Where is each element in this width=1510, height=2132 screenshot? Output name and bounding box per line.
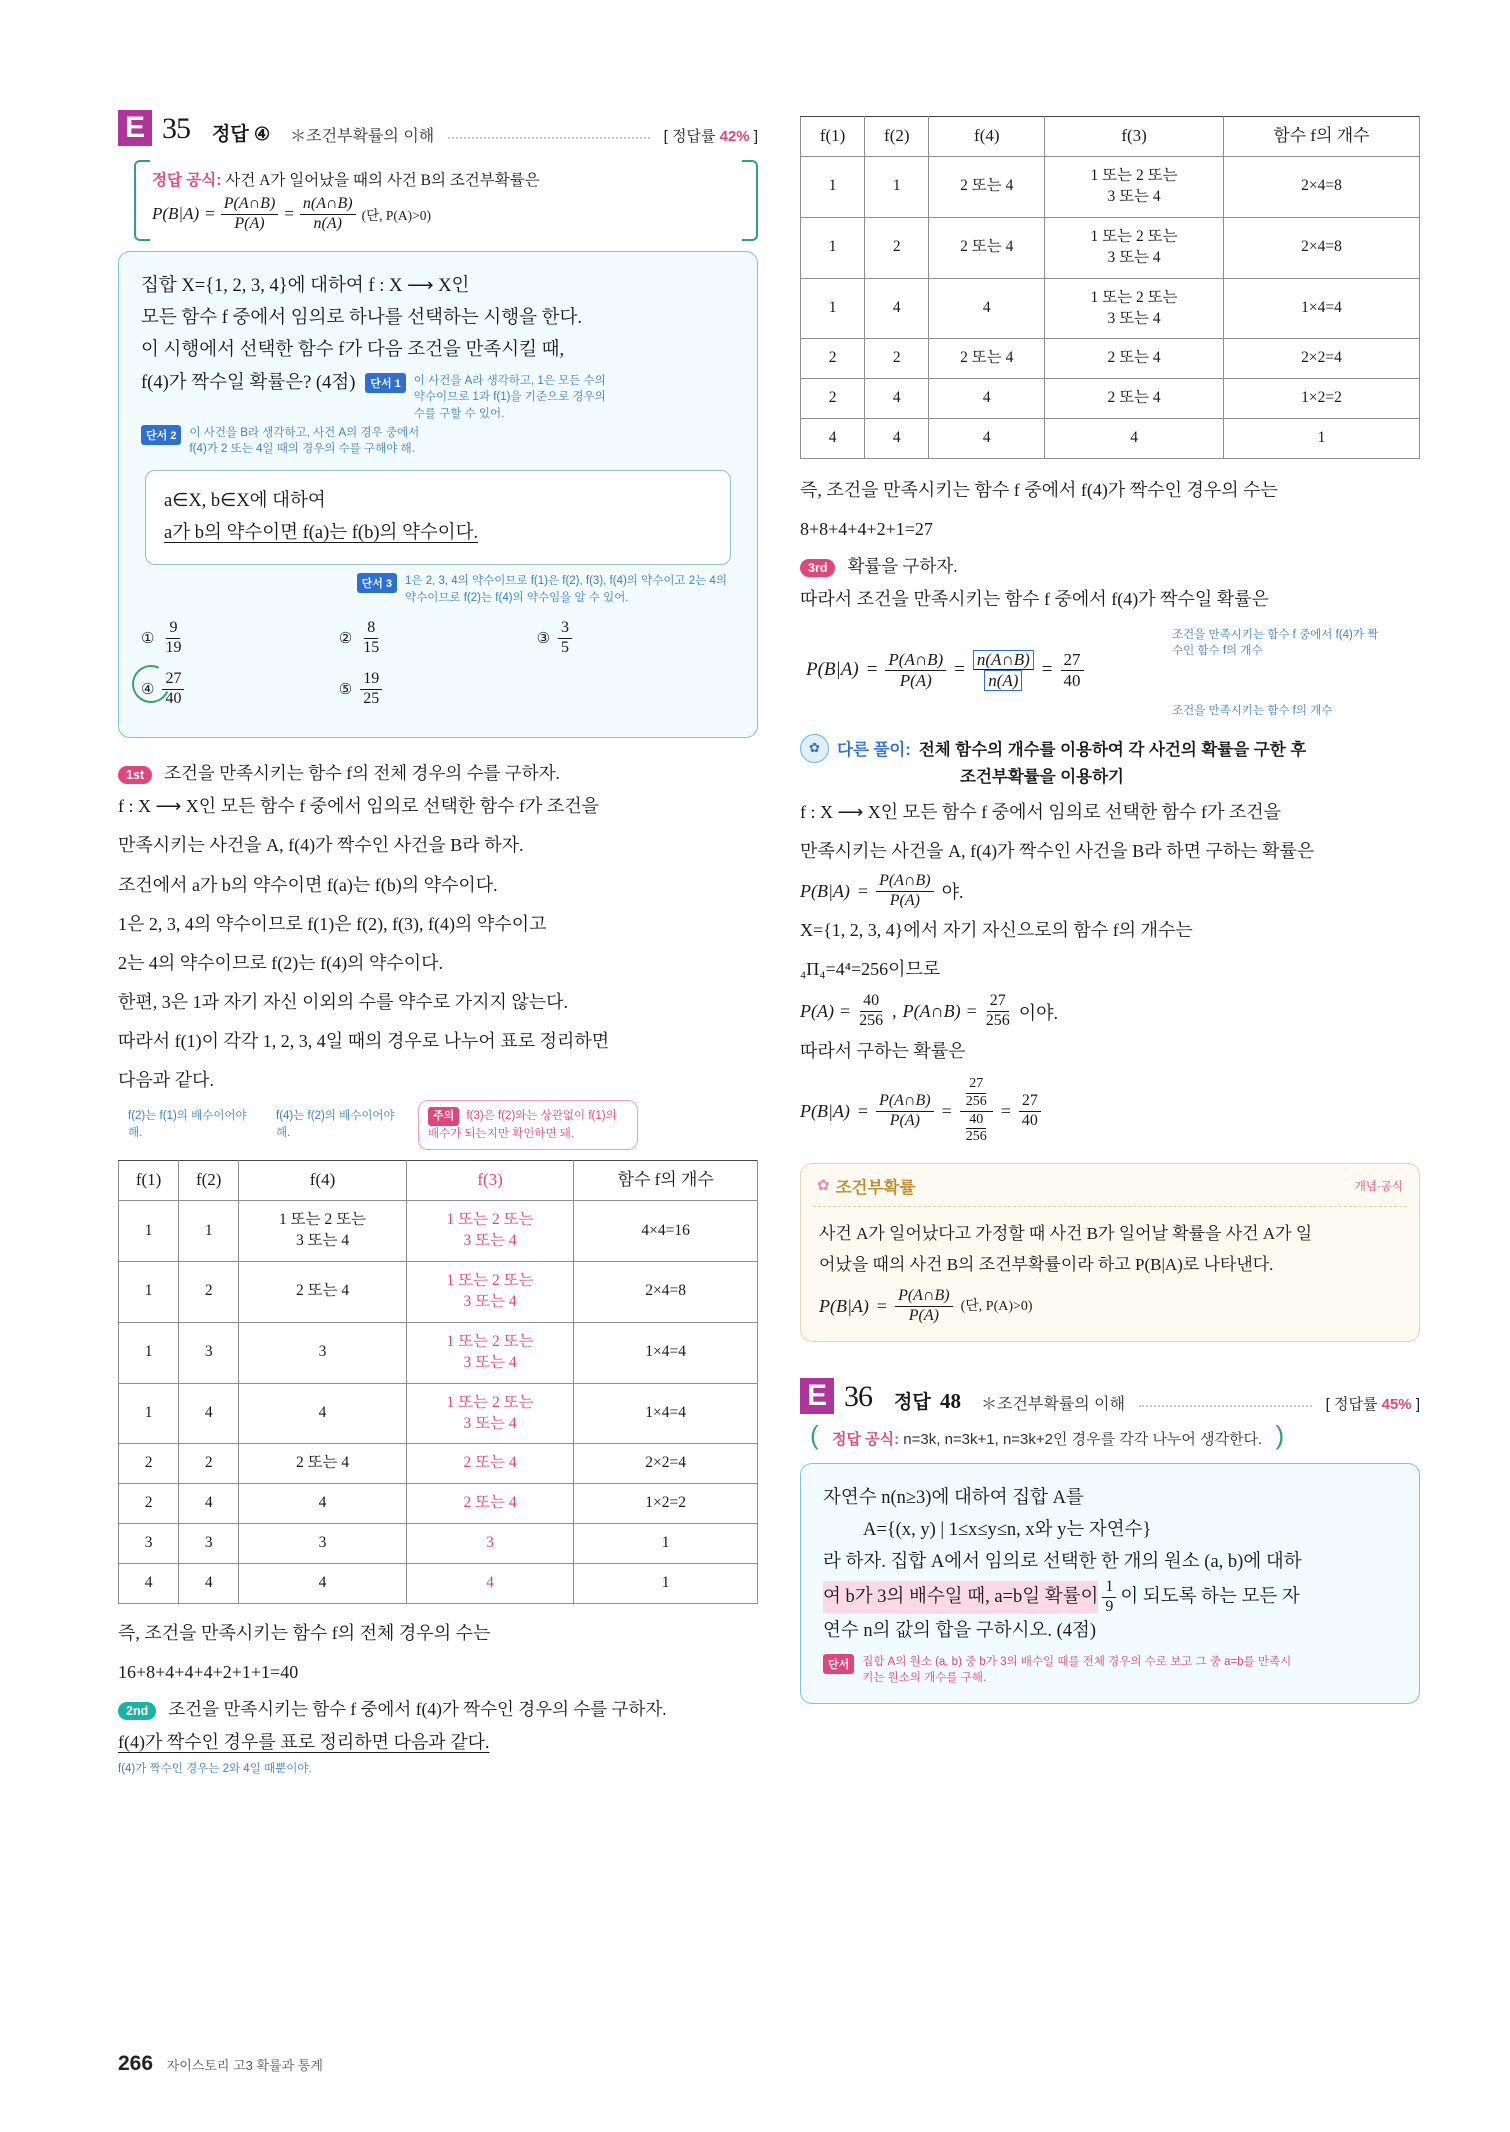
choice-1-numer: 9 bbox=[166, 620, 180, 639]
step-3-badge: 3rd bbox=[800, 559, 835, 577]
other-line-5: ₄Π₄=4⁴=256이므로 bbox=[800, 959, 941, 980]
problem-topic: ＊조건부확률의 이해 bbox=[981, 1395, 1126, 1413]
step-2-text: 조건을 만족시키는 함수 f 중에서 f(4)가 짝수인 경우의 수를 구하자. bbox=[168, 1699, 667, 1720]
q36-line-5: 연수 n의 값의 합을 구하시오. (4점) bbox=[823, 1621, 1097, 1642]
formula-title: 정답 공식: bbox=[152, 172, 222, 189]
other-solution-label: 다른 풀이: bbox=[837, 741, 911, 760]
other-line-3: P(B|A) = $\frac{P(A\cap B)}{P(A)}$ 야. bbox=[800, 871, 964, 909]
step-1-row bbox=[118, 760, 758, 785]
concept-formula: P(B|A) = $\frac{P(A\cap B)}{P(A)}$ (단, P(A)>0) bbox=[819, 1287, 1033, 1324]
table-cell: 2 bbox=[179, 1261, 239, 1322]
table-cell: 2 bbox=[119, 1444, 179, 1484]
choice-4[interactable] bbox=[141, 671, 339, 708]
solution-line-3: 조건에서 a가 b의 약수이면 f(a)는 f(b)의 약수이다. bbox=[118, 874, 498, 895]
choice-5-number: ⑤ bbox=[338, 681, 353, 698]
question-line-4: f(4)가 짝수일 확률은? (4점) bbox=[141, 372, 356, 393]
choice-3-number: ③ bbox=[536, 630, 551, 647]
table1-header-0: f(1) bbox=[119, 1161, 179, 1201]
table-cell: 2 또는 4 bbox=[929, 156, 1045, 217]
table-cell: 3 bbox=[119, 1524, 179, 1564]
step-2-note: f(4)가 짝수인 경우는 2와 4일 때뿐이야. bbox=[118, 1763, 312, 1776]
table-cell: 1 bbox=[119, 1322, 179, 1383]
table-cell: 1×4=4 bbox=[574, 1383, 758, 1444]
table-cell: 1 bbox=[179, 1201, 239, 1262]
caution-tag: 주의 bbox=[428, 1107, 459, 1126]
answer-label bbox=[894, 1387, 961, 1414]
table-cell: 1 bbox=[119, 1383, 179, 1444]
question-box-35 bbox=[118, 251, 758, 739]
table-cell: 2×2=4 bbox=[1223, 339, 1419, 379]
rate-suffix: ] bbox=[749, 128, 758, 145]
table-cell: 1 또는 2 또는 3 또는 4 bbox=[406, 1201, 574, 1262]
concept-box bbox=[800, 1163, 1420, 1342]
choice-2-denom: 15 bbox=[363, 638, 380, 656]
other-line-6: P(A) = $\frac{40}{256}$ , P(A∩B) = $\frac{27}{256}$ 이야. bbox=[800, 992, 1059, 1030]
step-1-badge: 1st bbox=[118, 766, 152, 784]
table2-sum-line-1: 즉, 조건을 만족시키는 함수 f 중에서 f(4)가 짝수인 경우의 수는 bbox=[800, 480, 1278, 501]
choice-1-denom: 19 bbox=[165, 638, 182, 656]
table-cell: 3 bbox=[239, 1524, 407, 1564]
probability-equation: P(B|A) = $\frac{P(A\cap B)}{P(A)}$ = $\frac{n(A\cap B)}{n(A)}$ = $\frac{27}{40}$ 조건을 만족시키는 함수 f 중에서 f(4)가 짝수인 함수 f의 개수 조건을 만족시키는 함수 f의 개수 bbox=[800, 628, 1420, 724]
table-cell: 2 bbox=[179, 1444, 239, 1484]
table-cell: 1 또는 2 또는 3 또는 4 bbox=[239, 1201, 407, 1262]
table-cell: 4 bbox=[1045, 419, 1224, 459]
table1-header-4: 함수 f의 개수 bbox=[574, 1161, 758, 1201]
problem-35-header bbox=[118, 110, 758, 146]
answer-formula-box bbox=[134, 160, 758, 241]
table-cell: 1×2=2 bbox=[1223, 379, 1419, 419]
choice-1-number: ① bbox=[141, 630, 155, 647]
choice-4-numer: 27 bbox=[162, 671, 184, 690]
other-line-7: 따라서 구하는 확률은 bbox=[800, 1041, 966, 1062]
hint-text-3: 1은 2, 3, 4의 약수이므로 f(1)은 f(2), f(3), f(4)의 약수이고 2는 4의 약수이므로 f(2)는 f(4)의 약수임을 알 수 있어. bbox=[405, 574, 727, 604]
table-cell: 1 bbox=[574, 1564, 758, 1604]
table2-sum-line-2: 8+8+4+4+2+1=27 bbox=[800, 519, 933, 540]
note-f2-multiple: f(2)는 f(1)의 배수이어야 해. bbox=[128, 1110, 247, 1139]
table-cell: 2×4=8 bbox=[1223, 217, 1419, 278]
q36-line-3 bbox=[823, 1546, 1397, 1578]
table-cell: 2×4=8 bbox=[1223, 156, 1419, 217]
table-row bbox=[801, 419, 1420, 459]
hint-tag-1: 단서 1 bbox=[365, 373, 405, 393]
correct-rate bbox=[664, 125, 758, 146]
other-line-1: f : X ⟶ X인 모든 함수 f 중에서 임의로 선택한 함수 f가 조건을 bbox=[800, 801, 1282, 822]
table-cell: 1×4=4 bbox=[574, 1322, 758, 1383]
table-cell: 4 bbox=[865, 419, 929, 459]
question-line-1: 집합 X={1, 2, 3, 4}에 대하여 f : X ⟶ X인 bbox=[141, 275, 470, 296]
solution-line-2: 만족시키는 사건을 A, f(4)가 짝수인 사건을 B라 하자. bbox=[118, 835, 524, 856]
problem-36-header bbox=[800, 1378, 1420, 1414]
right-column bbox=[800, 110, 1420, 1704]
table1-sum-line-2: 16+8+4+4+4+2+1+1=40 bbox=[118, 1662, 299, 1683]
table-cell: 1×4=4 bbox=[1223, 278, 1419, 339]
table-cell: 1 또는 2 또는 3 또는 4 bbox=[1045, 156, 1224, 217]
table-cell: 1×2=2 bbox=[574, 1484, 758, 1524]
table-cell: 1 bbox=[865, 156, 929, 217]
table1-header-3: f(3) bbox=[406, 1161, 574, 1201]
table-row bbox=[119, 1201, 758, 1262]
table-cell: 3 bbox=[179, 1524, 239, 1564]
hint-tag-3: 단서 3 bbox=[357, 573, 397, 593]
table-cell: 4 bbox=[865, 379, 929, 419]
table-cell: 2 bbox=[119, 1484, 179, 1524]
table-cell: 3 bbox=[239, 1322, 407, 1383]
solution-line-8: 다음과 같다. bbox=[118, 1070, 214, 1091]
choice-4-denom: 40 bbox=[165, 689, 182, 707]
table-cell: 2 또는 4 bbox=[406, 1484, 574, 1524]
q36-line-2: A={(x, y) | 1≤x≤y≤n, x와 y는 자연수} bbox=[863, 1520, 1152, 1541]
choice-2-numer: 8 bbox=[364, 620, 378, 639]
table-cell: 1 bbox=[801, 156, 865, 217]
table-cell: 1 bbox=[801, 278, 865, 339]
problem36-formula bbox=[806, 1424, 1288, 1453]
flower-icon: ✿ bbox=[817, 1178, 830, 1195]
table1-header-2: f(4) bbox=[239, 1161, 407, 1201]
table-row bbox=[801, 278, 1420, 339]
other-solution-title-2: 조건부확률을 이용하기 bbox=[960, 767, 1124, 786]
table1-sum-line-1: 즉, 조건을 만족시키는 함수 f의 전체 경우의 수는 bbox=[118, 1623, 491, 1644]
problem-badge: E bbox=[118, 110, 152, 146]
other-solution-title: 전체 함수의 개수를 이용하여 각 사건의 확률을 구한 후 bbox=[918, 741, 1307, 760]
table-cell: 1 또는 2 또는 3 또는 4 bbox=[406, 1261, 574, 1322]
problem-badge: E bbox=[800, 1378, 834, 1414]
q36-line-3-text: 라 하자. 집합 A에서 임의로 선택한 한 개의 원소 (a, b)에 대하 bbox=[823, 1552, 1302, 1573]
solution-line-5: 2는 4의 약수이므로 f(2)는 f(4)의 약수이다. bbox=[118, 952, 444, 973]
choice-5-numer: 19 bbox=[360, 671, 382, 690]
table-row bbox=[119, 1564, 758, 1604]
table-cell: 2 또는 4 bbox=[929, 339, 1045, 379]
table-row bbox=[119, 1322, 758, 1383]
hint-text-2: 이 사건을 B라 생각하고, 사건 A의 경우 중에서 f(4)가 2 또는 4일 때의 경우의 수를 구해야 해. bbox=[189, 426, 420, 456]
table-cell: 1 또는 2 또는 3 또는 4 bbox=[1045, 217, 1224, 278]
condition-box bbox=[145, 470, 731, 565]
table-cell: 1 또는 2 또는 3 또는 4 bbox=[1045, 278, 1224, 339]
table-cell: 4 bbox=[179, 1484, 239, 1524]
prob-intro-line: 따라서 조건을 만족시키는 함수 f 중에서 f(4)가 짝수일 확률은 bbox=[800, 589, 1269, 610]
table-cell: 4 bbox=[929, 379, 1045, 419]
choice-2[interactable] bbox=[339, 620, 537, 657]
table-row bbox=[801, 379, 1420, 419]
table-cell: 1 bbox=[1223, 419, 1419, 459]
note-f4-multiple: f(4)는 f(2)의 배수이어야 해. bbox=[276, 1110, 395, 1139]
table-cell: 4 bbox=[179, 1564, 239, 1604]
choice-5[interactable] bbox=[339, 671, 537, 708]
table-cell: 4 bbox=[929, 278, 1045, 339]
choice-3-numer: 3 bbox=[558, 620, 572, 639]
q36-line-4: 여 b가 3의 배수일 때, a=b일 확률이 $\frac{1}{9}$ 이 되도록 하는 모든 자 bbox=[823, 1577, 1300, 1615]
correct-rate bbox=[1326, 1393, 1420, 1414]
q36-line-1: 자연수 n(n≥3)에 대하여 집합 A를 bbox=[823, 1487, 1084, 1508]
answer-value: 48 bbox=[940, 1388, 961, 1413]
table-cell: 2 bbox=[801, 339, 865, 379]
table-cell: 4 bbox=[929, 419, 1045, 459]
rate-suffix: ] bbox=[1411, 1395, 1420, 1413]
answer-label-text: 정답 bbox=[894, 1391, 931, 1413]
table-cell: 4 bbox=[239, 1564, 407, 1604]
concept-header bbox=[801, 1164, 1419, 1202]
choice-1[interactable] bbox=[141, 620, 339, 657]
choice-4-number: ④ bbox=[141, 681, 155, 698]
hint-text-1: 이 사건을 A라 생각하고, 1은 모든 수의 약수이므로 1과 f(1)을 기준으로 경우의 수를 구할 수 있어. bbox=[413, 374, 606, 421]
table-cell: 2×4=8 bbox=[574, 1261, 758, 1322]
table-cell: 2 bbox=[801, 379, 865, 419]
table-cell: 1 bbox=[119, 1201, 179, 1262]
lightbulb-icon: ✿ bbox=[800, 734, 829, 763]
problem-number: 35 bbox=[162, 112, 190, 145]
formula-math-row: P(B|A) = $\frac{P(A\cap B)}{P(A)}$ = $\frac{n(A\cap B)}{n(A)}$ (단, P(A)>0) bbox=[152, 195, 432, 232]
formula-title: 정답 공식: bbox=[832, 1430, 900, 1448]
table1-header-1: f(2) bbox=[179, 1161, 239, 1201]
table-row bbox=[119, 1484, 758, 1524]
caution-callout bbox=[418, 1100, 638, 1150]
table2-header-3: f(3) bbox=[1045, 117, 1224, 157]
table1-annotations bbox=[118, 1106, 758, 1154]
dotted-leader bbox=[448, 136, 649, 139]
step-3-row bbox=[800, 553, 1420, 578]
table-row bbox=[801, 217, 1420, 278]
answer-value: ④ bbox=[254, 124, 271, 144]
other-line-8: P(B|A) = $\frac{P(A\cap B)}{P(A)}$ = $\frac{\frac{27}{256}}{\frac{40}{256}}$ = $\frac{27}{40}$ bbox=[800, 1077, 1420, 1145]
caution-text: f(3)은 f(2)와는 상관없이 f(1)의 배수가 되는지만 확인하면 돼. bbox=[428, 1110, 617, 1140]
table-cell: 2 또는 4 bbox=[239, 1261, 407, 1322]
table-cell: 2 또는 4 bbox=[406, 1444, 574, 1484]
table-cell: 1 bbox=[119, 1261, 179, 1322]
table-cell: 1 bbox=[574, 1524, 758, 1564]
page-number: 266 bbox=[118, 2052, 154, 2075]
formula-text: 사건 A가 일어났을 때의 사건 B의 조건부확률은 bbox=[225, 172, 540, 189]
table-row bbox=[119, 1161, 758, 1201]
hint-tag-36: 단서 bbox=[823, 1654, 854, 1674]
table-row bbox=[801, 156, 1420, 217]
solution-line-4: 1은 2, 3, 4의 약수이므로 f(1)은 f(2), f(3), f(4)의 약수이고 bbox=[118, 913, 547, 934]
solution-line-7: 따라서 f(1)이 각각 1, 2, 3, 4일 때의 경우로 나누어 표로 정리하면 bbox=[118, 1030, 610, 1051]
hint-tag-2: 단서 2 bbox=[141, 425, 181, 445]
rate-prefix: [ 정답률 bbox=[1325, 1395, 1382, 1413]
table-row bbox=[119, 1444, 758, 1484]
rate-value: 42% bbox=[719, 128, 750, 145]
choice-list bbox=[141, 620, 735, 721]
page-footer bbox=[118, 2052, 323, 2076]
step-2-badge: 2nd bbox=[118, 1702, 156, 1720]
condition-line-2: a가 b의 약수이면 f(a)는 f(b)의 약수이다. bbox=[164, 523, 479, 544]
left-column bbox=[118, 110, 758, 1776]
table-cases-even bbox=[800, 116, 1420, 459]
other-line-4: X={1, 2, 3, 4}에서 자기 자신으로의 함수 f의 개수는 bbox=[800, 920, 1193, 941]
table-cell: 4 bbox=[406, 1564, 574, 1604]
question-line-2: 모든 함수 f 중에서 임의로 하나를 선택하는 시행을 한다. bbox=[141, 307, 582, 328]
table-cell: 1 또는 2 또는 3 또는 4 bbox=[406, 1322, 574, 1383]
table-cases-all bbox=[118, 1160, 758, 1604]
step-1-text: 조건을 만족시키는 함수 f의 전체 경우의 수를 구하자. bbox=[164, 763, 560, 784]
table-cell: 2 또는 4 bbox=[929, 217, 1045, 278]
table-cell: 4×4=16 bbox=[574, 1201, 758, 1262]
table-row bbox=[801, 117, 1420, 157]
hint-text-36: 집합 A의 원소 (a, b) 중 b가 3의 배수일 때를 전체 경우의 수로 보고 그 중 a=b를 만족시키는 원소의 개수를 구해. bbox=[862, 1655, 1292, 1685]
concept-line-1: 사건 A가 일어났다고 가정할 때 사건 B가 일어날 확률을 사건 A가 일 bbox=[819, 1223, 1313, 1243]
answer-label bbox=[212, 119, 270, 146]
table-cell: 4 bbox=[239, 1484, 407, 1524]
rate-prefix: [ 정답률 bbox=[663, 128, 720, 145]
table-cell: 4 bbox=[119, 1564, 179, 1604]
solution-line-6: 한편, 3은 1과 자기 자신 이외의 수를 약수로 가지지 않는다. bbox=[118, 991, 569, 1012]
table-cell: 2 bbox=[865, 217, 929, 278]
concept-body bbox=[813, 1206, 1407, 1341]
condition-line-1: a∈X, b∈X에 대하여 bbox=[164, 491, 326, 512]
table-cell: 2 또는 4 bbox=[239, 1444, 407, 1484]
table-cell: 4 bbox=[239, 1383, 407, 1444]
table-cell: 2 또는 4 bbox=[1045, 379, 1224, 419]
table-row bbox=[119, 1261, 758, 1322]
other-line-2: 만족시키는 사건을 A, f(4)가 짝수인 사건을 B라 하면 구하는 확률은 bbox=[800, 840, 1315, 861]
solution-line-1: f : X ⟶ X인 모든 함수 f 중에서 임의로 선택한 함수 f가 조건을 bbox=[118, 796, 600, 817]
table-row bbox=[119, 1383, 758, 1444]
answer-label-text: 정답 bbox=[212, 124, 249, 145]
table-cell: 3 bbox=[406, 1524, 574, 1564]
table-cell: 4 bbox=[801, 419, 865, 459]
concept-title: 조건부확률 bbox=[835, 1178, 916, 1197]
table2-header-4: 함수 f의 개수 bbox=[1223, 117, 1419, 157]
choice-2-number: ② bbox=[338, 630, 353, 647]
step-3-text: 확률을 구하자. bbox=[847, 556, 958, 577]
table-cell: 4 bbox=[865, 278, 929, 339]
table-cell: 1 bbox=[801, 217, 865, 278]
table-cell: 2×2=4 bbox=[574, 1444, 758, 1484]
question-line-3: 이 시행에서 선택한 함수 f가 다음 조건을 만족시킬 때, bbox=[141, 340, 565, 361]
table2-header-1: f(2) bbox=[865, 117, 929, 157]
choice-3[interactable] bbox=[537, 620, 735, 657]
concept-line-2: 어났을 때의 사건 B의 조건부확률이라 하고 P(B|A)로 나타낸다. bbox=[819, 1254, 1274, 1274]
dotted-leader bbox=[1139, 1404, 1312, 1407]
question-box-36 bbox=[800, 1463, 1420, 1704]
problem-number: 36 bbox=[844, 1379, 872, 1413]
table2-header-0: f(1) bbox=[801, 117, 865, 157]
choice-5-denom: 25 bbox=[363, 689, 380, 707]
step-2-detail: f(4)가 짝수인 경우를 표로 정리하면 다음과 같다. bbox=[118, 1732, 490, 1753]
table-row bbox=[119, 1524, 758, 1564]
annotation-numerator: 조건을 만족시키는 함수 f 중에서 f(4)가 짝수인 함수 f의 개수 bbox=[1172, 628, 1379, 657]
step-2-row bbox=[118, 1696, 758, 1721]
table2-header-2: f(4) bbox=[929, 117, 1045, 157]
other-solution-header bbox=[800, 734, 1420, 763]
table-cell: 2 또는 4 bbox=[1045, 339, 1224, 379]
table-row bbox=[801, 339, 1420, 379]
footer-title: 자이스토리 고3 확률과 통계 bbox=[166, 2058, 323, 2073]
choice-3-denom: 5 bbox=[561, 638, 570, 656]
table-cell: 1 또는 2 또는 3 또는 4 bbox=[406, 1383, 574, 1444]
rate-value: 45% bbox=[1381, 1395, 1412, 1413]
table-cell: 2 bbox=[865, 339, 929, 379]
table-cell: 3 bbox=[179, 1322, 239, 1383]
problem-topic: ＊조건부확률의 이해 bbox=[290, 128, 435, 145]
table-cell: 4 bbox=[179, 1383, 239, 1444]
annotation-denominator: 조건을 만족시키는 함수 f의 개수 bbox=[1172, 704, 1333, 717]
concept-tag: 개념·공식 bbox=[1354, 1180, 1403, 1193]
formula-text: n=3k, n=3k+1, n=3k+2인 경우를 각각 나누어 생각한다. bbox=[903, 1430, 1263, 1448]
